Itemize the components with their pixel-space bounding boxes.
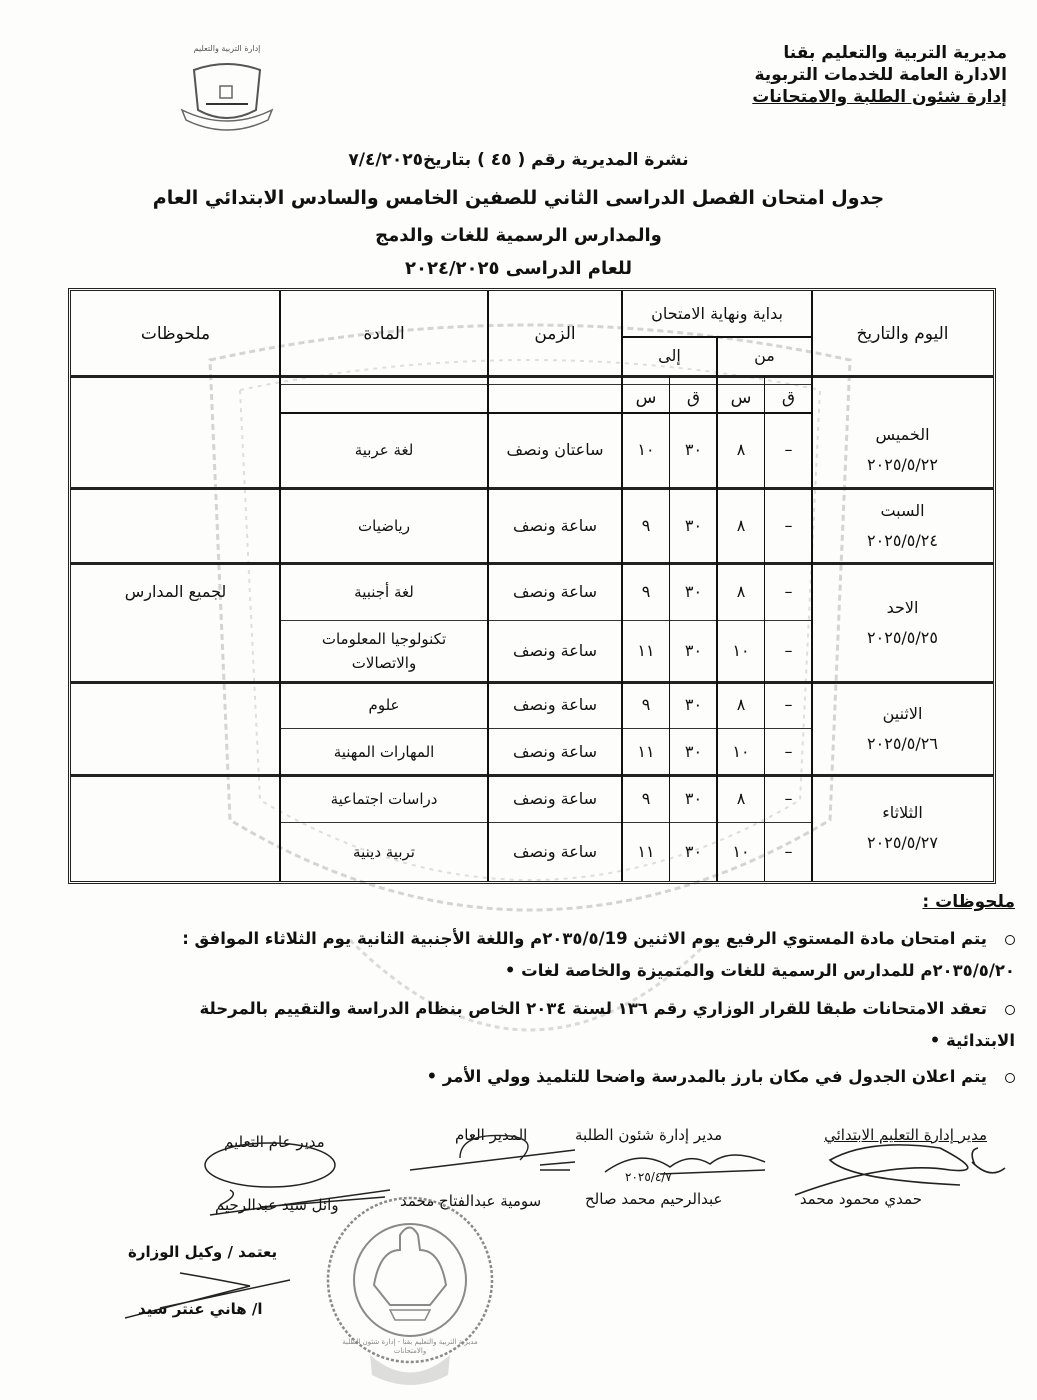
signature-primary-director-title: مدير إدارة التعليم الابتدائي [824, 1126, 987, 1144]
from-minute: – [784, 515, 793, 535]
signature-general-director-title: المدير العام [455, 1126, 528, 1144]
exam-date: ٢٠٢٥/٥/٢٢ [867, 455, 938, 474]
to-minute: ٣٠ [684, 695, 703, 714]
note-item [40, 992, 1015, 1026]
header-remarks: ملحوظات [140, 323, 211, 344]
signature-education-director-name: وائل سيد عبدالرحيم [215, 1196, 339, 1214]
remarks-cell [71, 412, 280, 488]
to-hour: ٩ [641, 581, 651, 601]
letterhead-line: الادارة العامة للخدمات التربوية [754, 65, 1007, 85]
table-horizontal-rule [280, 728, 812, 729]
table-horizontal-rule [280, 620, 812, 621]
table-vertical-rule [621, 291, 623, 881]
note-item [40, 1060, 1015, 1094]
handwritten-signature [400, 1130, 580, 1180]
signature-general-director-name: سومية عبدالفتاح محمد [400, 1192, 542, 1210]
note-item-continued: الابتدائية • [929, 1031, 1015, 1050]
from-hour: ٨ [736, 788, 746, 808]
approval-name: ا/ هاني عنتر سيد [138, 1300, 263, 1318]
exam-duration: ساعة ونصف [512, 788, 598, 808]
day-date-cell [812, 682, 993, 775]
header-from: من [754, 346, 775, 365]
from-minute: – [784, 440, 793, 459]
remarks-cell: لجميع المدارس [124, 581, 227, 601]
note-item-continued: ٢٠٣٥/٥/٢٠م للمدارس الرسمية للغات والمتميزة والخاصة لغات • [504, 961, 1015, 980]
to-hour: ١٠ [637, 440, 655, 459]
from-hour: ٨ [736, 695, 746, 714]
exam-duration: ساعة ونصف [512, 641, 598, 660]
to-minute: ٣٠ [684, 741, 703, 761]
note-text: يتم امتحان مادة المستوي الرفيع يوم الاثنين ٢٠٣٥/٥/19م واللغة الأجنبية الثانية يوم الثلاثاء الموافق : [182, 929, 987, 948]
exam-date: ٢٠٢٥/٥/٢٦ [867, 733, 938, 753]
exam-date: ٢٠٢٥/٥/٢٥ [867, 627, 938, 647]
day-name: السبت [880, 500, 925, 520]
table-vertical-rule [669, 376, 670, 881]
day-date-cell [812, 412, 993, 488]
exam-subject: لغة عربية [354, 441, 414, 459]
document-title: جدول امتحان الفصل الدراسى الثاني للصفين الخامس والسادس الابتدائي العام [152, 187, 885, 209]
unit-from-hour: س [730, 388, 752, 408]
signature-students-director-date: ٢٠٢٥/٤/٧ [625, 1170, 672, 1184]
from-minute: – [784, 741, 793, 761]
day-date-cell [812, 563, 993, 682]
from-minute: – [784, 695, 793, 714]
to-hour: ٩ [641, 515, 651, 535]
signature-students-director-name: عبدالرحيم محمد صالح [585, 1190, 723, 1208]
to-minute: ٣٠ [684, 581, 703, 601]
exam-subject: تربية دينية [353, 842, 415, 861]
header-to: إلى [658, 346, 681, 365]
exam-subject: رياضيات [358, 516, 410, 535]
bullet-icon [1005, 935, 1015, 945]
day-name: الخميس [875, 425, 930, 444]
letterhead [717, 42, 1007, 108]
exam-duration: ساعة ونصف [512, 581, 598, 601]
remarks-cell [71, 775, 280, 822]
table-horizontal-rule [280, 822, 812, 823]
ministry-logo [172, 40, 282, 140]
official-seal [310, 1190, 510, 1395]
note-text: تعقد الامتحانات طبقا للقرار الوزاري رقم ١٣٦ لسنة ٢٠٣٤ الخاص بنظام الدراسة والتقييم بالمرحلة [199, 999, 987, 1018]
exam-subject: دراسات اجتماعية [330, 789, 438, 808]
from-minute: – [784, 641, 793, 660]
exam-duration: ساعة ونصف [512, 741, 598, 761]
to-hour: ١١ [637, 741, 655, 761]
seal-text: مديرية التربية والتعليم بقنا - إدارة شئون الطلبة والامتحانات [342, 1338, 478, 1355]
notes-title: ملحوظات : [922, 892, 1015, 912]
from-minute: – [784, 788, 793, 808]
exam-date: ٢٠٢٥/٥/٢٤ [867, 530, 938, 550]
note-item [40, 922, 1015, 956]
exam-subject: المهارات المهنية [333, 742, 435, 761]
exam-date: ٢٠٢٥/٥/٢٧ [867, 833, 938, 852]
notes-list [40, 922, 1015, 1094]
exam-subject: لغة أجنبية [354, 582, 414, 601]
table-vertical-rule [811, 291, 813, 881]
header-subject: المادة [363, 323, 405, 344]
exam-subject: علوم [368, 696, 400, 714]
exam-subject: تكنولوجيا المعلومات والاتصالات [321, 630, 447, 672]
to-minute: ٣٠ [684, 440, 703, 459]
day-name: الاثنين [882, 703, 923, 723]
bullet-icon [1005, 1073, 1015, 1083]
from-hour: ١٠ [732, 641, 750, 660]
table-horizontal-rule [280, 384, 812, 385]
day-date-cell [812, 775, 993, 881]
unit-to-minute: ق [686, 388, 701, 408]
note-text: يتم اعلان الجدول في مكان بارز بالمدرسة واضحا للتلميذ وولي الأمر • [426, 1067, 987, 1086]
table-vertical-rule [716, 336, 718, 881]
academic-year: للعام الدراسى ٢٠٢٤/٢٠٢٥ [405, 258, 632, 279]
header-duration: الزمن [534, 323, 576, 344]
table-horizontal-rule [71, 375, 993, 378]
to-hour: ٩ [641, 695, 651, 714]
to-hour: ١١ [637, 641, 655, 660]
header-start-end: بداية ونهاية الامتحان [651, 303, 783, 323]
day-name: الاحد [886, 597, 919, 617]
table-vertical-rule [764, 376, 765, 881]
from-hour: ٨ [736, 440, 746, 459]
to-hour: ١١ [637, 841, 655, 861]
from-hour: ١٠ [732, 741, 750, 761]
document-subtitle: والمدارس الرسمية للغات والدمج [375, 225, 662, 246]
from-hour: ٨ [736, 515, 746, 535]
bulletin-number: نشرة المديرية رقم ( ٤٥ ) بتاريخ٧/٤/٢٠٢٥ [348, 150, 689, 170]
eagle-seal-icon [310, 1190, 510, 1395]
bullet-icon [1005, 1005, 1015, 1015]
letterhead-line: إدارة شئون الطلبة والامتحانات [752, 87, 1007, 107]
signature-education-director-title: مدير عام التعليم [224, 1133, 325, 1151]
exam-duration: ساعة ونصف [512, 695, 598, 714]
exam-duration: ساعتان ونصف [506, 440, 604, 459]
remarks-cell [71, 682, 280, 728]
logo-text: إدارة التربية والتعليم [193, 44, 261, 53]
to-minute: ٣٠ [684, 788, 703, 808]
signature-primary-director-name: حمدي محمود محمد [799, 1190, 922, 1208]
from-hour: ١٠ [732, 841, 750, 861]
unit-to-hour: س [635, 388, 657, 408]
day-name: الثلاثاء [882, 803, 923, 822]
to-minute: ٣٠ [684, 515, 703, 535]
day-date-cell [812, 488, 993, 563]
from-minute: – [784, 581, 793, 601]
table-vertical-rule [279, 291, 281, 881]
handwritten-signature [790, 1140, 1010, 1200]
to-minute: ٣٠ [684, 641, 703, 660]
approval-title: يعتمد / وكيل الوزارة [128, 1243, 278, 1261]
remarks-cell [71, 488, 280, 563]
header-day-date: اليوم والتاريخ [856, 323, 949, 344]
to-hour: ٩ [641, 788, 651, 808]
unit-from-minute: ق [781, 388, 796, 408]
exam-duration: ساعة ونصف [512, 515, 598, 535]
table-vertical-rule [487, 291, 489, 881]
signature-students-director-title: مدير إدارة شئون الطلبة [575, 1126, 723, 1144]
exam-duration: ساعة ونصف [512, 841, 598, 861]
logo-shield-icon [172, 40, 282, 140]
from-minute: – [784, 841, 793, 861]
to-minute: ٣٠ [684, 841, 703, 861]
letterhead-line: مديرية التربية والتعليم بقنا [783, 43, 1007, 63]
from-hour: ٨ [736, 581, 746, 601]
